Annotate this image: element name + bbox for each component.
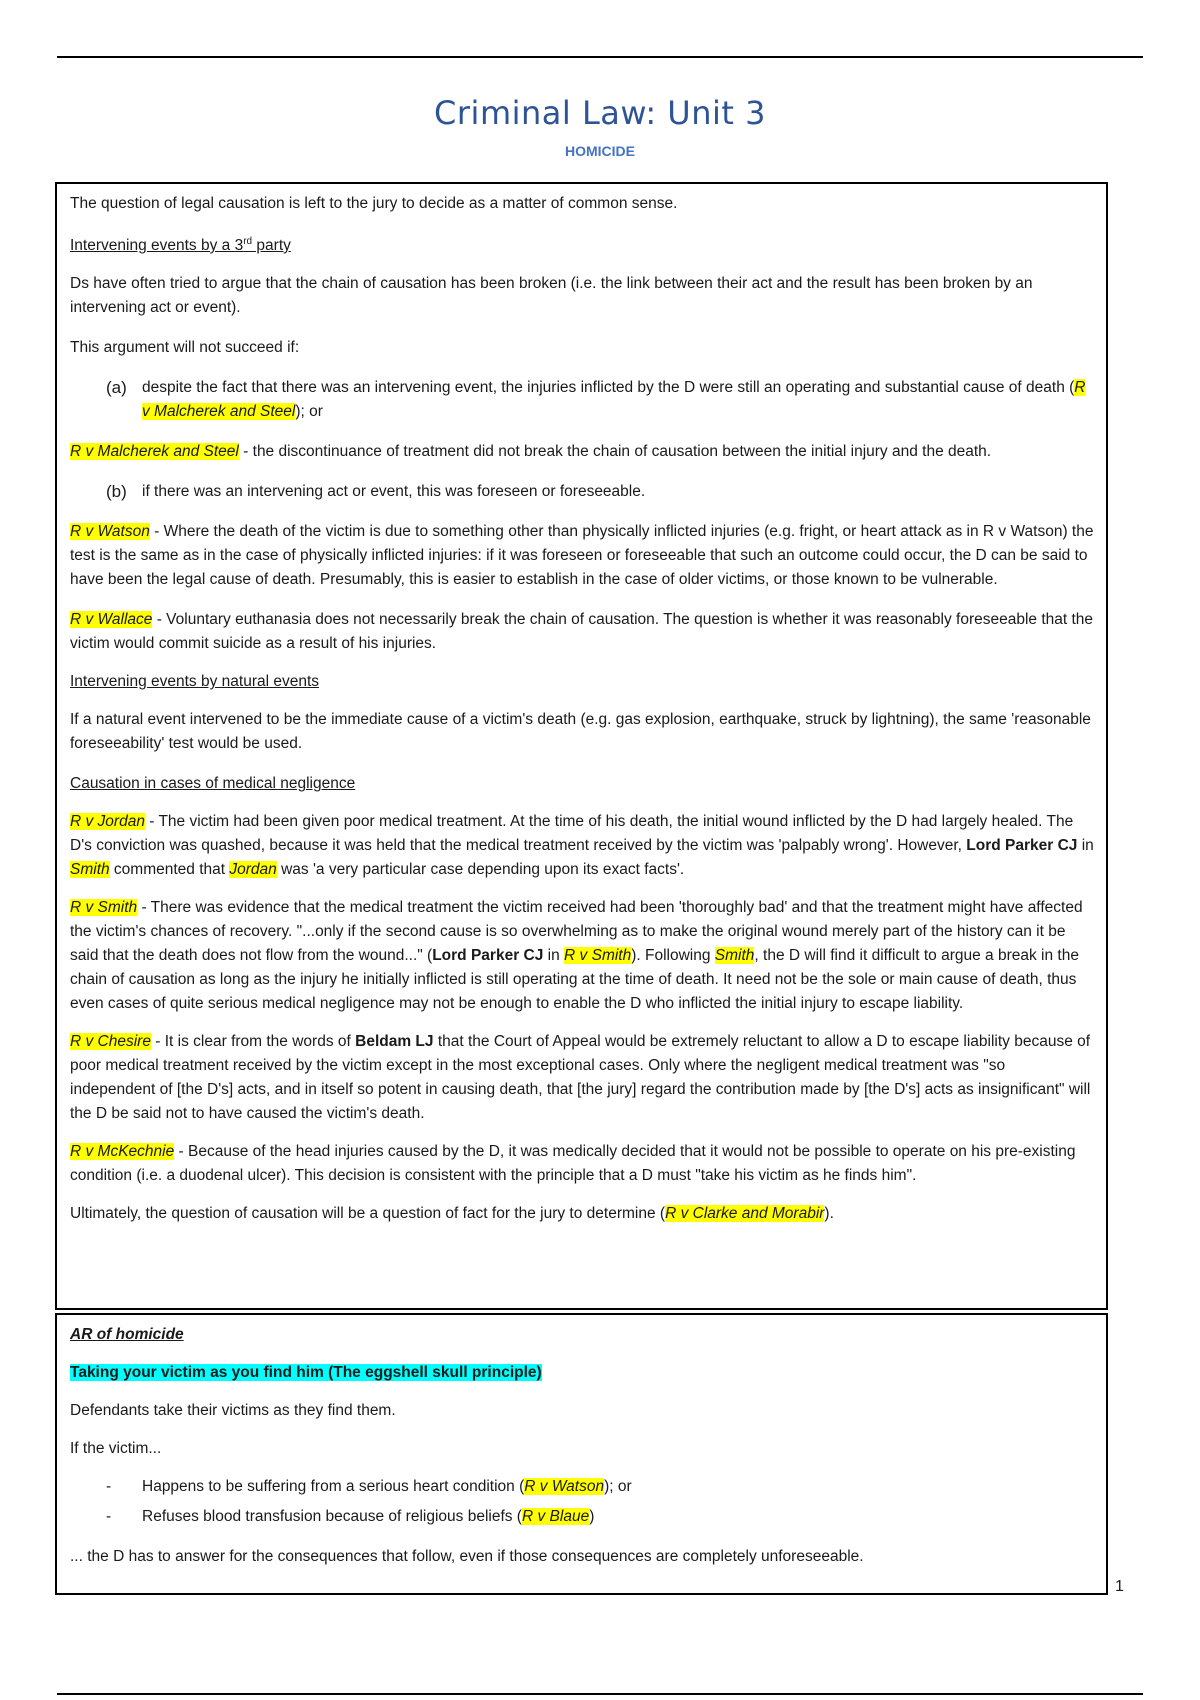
- page-title: Criminal Law: Unit 3: [434, 94, 766, 132]
- case-citation: Smith: [70, 861, 110, 879]
- top-rule: [57, 56, 1143, 58]
- heading-ar-homicide: AR of homicide: [70, 1326, 184, 1343]
- paragraph-chesire: R v Chesire - It is clear from the words of Beldam LJ that the Court of Appeal would be extremely reluctant to allow a D to escape liability because of poor medical treatment received by the victim except in the most exceptional cases. Only where the negligent medical treatment was "so independent of [the D's] acts, and in itself so potent in causing death, that [the jury] regard the contribution made by [the D's] acts as insignificant" will the D be said not to have caused the victim's death.: [70, 1033, 1091, 1123]
- case-citation: R v Smith: [70, 899, 138, 917]
- eggshell-highlight: Taking your victim as you find him (The eggshell skull principle): [70, 1364, 542, 1381]
- paragraph-defendants: Defendants take their victims as they find them.: [70, 1402, 396, 1419]
- list-item-b: (b) if there was an intervening act or event, this was foreseen or foreseeable.: [70, 480, 1094, 504]
- heading-eggshell: [70, 1361, 1094, 1385]
- case-citation: Smith: [714, 947, 755, 965]
- paragraph-mckechnie: R v McKechnie - Because of the head injuries caused by the D, it was medically decided that it would not be possible to operate on his pre-existing condition (i.e. a duodenal ulcer). This decision is consistent with the principle that a D must "take his victim as he finds him".: [70, 1143, 1076, 1185]
- case-citation: R v Watson: [70, 523, 150, 541]
- paragraph-legal-causation: The question of legal causation is left to the jury to decide as a matter of common sense.: [70, 195, 678, 212]
- list-marker: (b): [106, 482, 127, 502]
- judge-name: Beldam LJ: [355, 1033, 434, 1051]
- page-subtitle: HOMICIDE: [565, 143, 635, 159]
- list-marker: (a): [106, 378, 127, 398]
- bullet-item: - Refuses blood transfusion because of religious beliefs (R v Blaue): [70, 1505, 1094, 1529]
- judge-name: Lord Parker CJ: [432, 947, 544, 965]
- bullet-marker: -: [106, 1508, 112, 1525]
- paragraph-consequences: ... the D has to answer for the consequences that follow, even if those consequences are completely unforeseeable.: [70, 1548, 864, 1565]
- paragraph-argument: This argument will not succeed if:: [70, 339, 300, 357]
- paragraph-malcherek: R v Malcherek and Steel - the discontinuance of treatment did not break the chain of causation between the initial injury and the death.: [70, 443, 992, 461]
- case-citation: R v Smith: [564, 947, 632, 965]
- ar-homicide-box: [55, 1313, 1108, 1595]
- case-citation: R v Malcherek and Steel: [142, 379, 1086, 421]
- paragraph-ultimately: Ultimately, the question of causation will be a question of fact for the jury to determine (R v Clarke and Morabir).: [70, 1205, 834, 1223]
- bullet-item: - Happens to be suffering from a serious heart condition (R v Watson); or: [70, 1475, 1094, 1499]
- heading-medical-negligence: Causation in cases of medical negligence: [70, 775, 356, 793]
- paragraph-natural-events: If a natural event intervened to be the immediate cause of a victim's death (e.g. gas explosion, earthquake, struck by lightning), the same 'reasonable foreseeability' test would be used.: [70, 711, 1091, 753]
- case-citation: R v Jordan: [70, 813, 145, 831]
- case-citation: Jordan: [229, 861, 277, 879]
- paragraph-wallace: R v Wallace - Voluntary euthanasia does not necessarily break the chain of causation. The question is whether it was reasonably foreseeable that the victim would commit suicide as a result of his injuries.: [70, 611, 1094, 653]
- case-citation: R v Clarke and Morabir: [665, 1205, 825, 1223]
- case-citation: R v Wallace: [70, 611, 153, 629]
- case-citation: R v Malcherek and Steel: [70, 443, 239, 461]
- page-number: 1: [1115, 1578, 1124, 1595]
- paragraph-watson: R v Watson - Where the death of the victim is due to something other than physically inflicted injuries (e.g. fright, or heart attack as in R v Watson) the test is the same as in the case of physically inflicted injuries: if it was foreseen or foreseeable that such an outcome could occur, the D can be said to have been the legal cause of death. Presumably, this is easier to establish in the case of older victims, or those known to be vulnerable.: [70, 523, 1094, 589]
- paragraph-jordan: R v Jordan - The victim had been given poor medical treatment. At the time of his death, the initial wound inflicted by the D had largely healed. The D's conviction was quashed, because it was held that the medical treatment received by the victim was 'palpably wrong'. However, Lord Parker CJ in Smith commented that Jordan was 'a very particular case depending upon its exact facts'.: [70, 813, 1094, 879]
- case-citation: R v McKechnie: [70, 1143, 175, 1161]
- bullet-marker: -: [106, 1478, 112, 1495]
- list-item-a: (a) despite the fact that there was an intervening event, the injuries inflicted by the D were still an operating and substantial cause of death (R v Malcherek and Steel); or: [70, 376, 1094, 424]
- heading-natural-events: Intervening events by natural events: [70, 673, 320, 691]
- bottom-rule: [57, 1693, 1143, 1695]
- paragraph-smith: R v Smith - There was evidence that the medical treatment the victim received had been 'thoroughly bad' and that the treatment might have affected the victim's chances of recovery. "...only if the second cause is so overwhelming as to make the original wound merely part of the history can it be said that the death does not flow from the wound..." (Lord Parker CJ in R v Smith). Following Smith, the D will find it difficult to argue a break in the chain of causation as long as the injury he initially inflicted is still operating at the time of death. It need not be the sole or main cause of death, thus even cases of quite serious medical negligence may not be enough to enable the D who inflicted the initial injury to escape liability.: [70, 899, 1083, 1013]
- heading-third-party: Intervening events by a 3rd party: [70, 236, 291, 255]
- case-citation: R v Blaue: [521, 1508, 590, 1525]
- paragraph-if-victim: If the victim...: [70, 1440, 162, 1457]
- paragraph-chain-broken: Ds have often tried to argue that the chain of causation has been broken (i.e. the link between their act and the result has been broken by an intervening act or event).: [70, 275, 1033, 317]
- causation-box: [55, 182, 1108, 1310]
- case-citation: R v Chesire: [70, 1033, 151, 1051]
- judge-name: Lord Parker CJ: [966, 837, 1078, 855]
- case-citation: R v Watson: [524, 1478, 605, 1495]
